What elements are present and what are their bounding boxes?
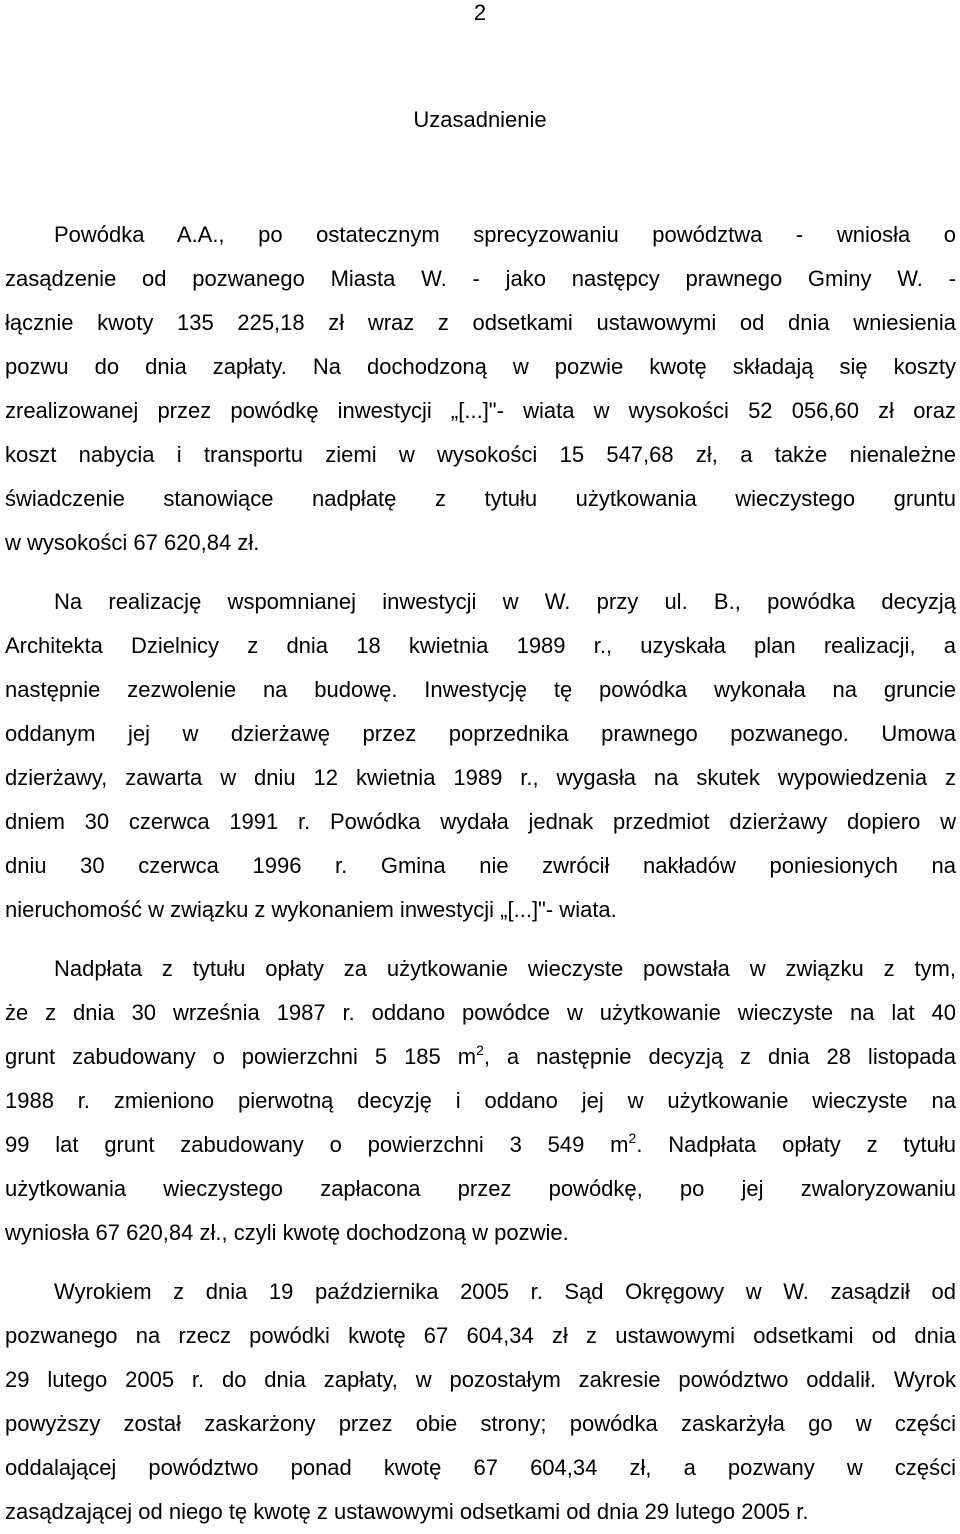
text-line bbox=[5, 1123, 956, 1167]
text-line: łącznie kwoty 135 225,18 zł wraz z odsetkami ustawowymi od dnia wniesienia bbox=[5, 310, 956, 335]
text-line: zasądzającej od niego tę kwotę z ustawowymi odsetkami od dnia 29 lutego 2005 r. bbox=[5, 1499, 809, 1524]
text-line: w wysokości 67 620,84 zł. bbox=[5, 530, 260, 555]
text-line: zrealizowanej przez powódkę inwestycji „[...]"- wiata w wysokości 52 056,60 zł oraz bbox=[5, 398, 956, 423]
text-line: dniem 30 czerwca 1991 r. Powódka wydała jednak przedmiot dzierżawy dopiero w bbox=[5, 809, 956, 834]
page-number: 2 bbox=[473, 0, 487, 25]
text-line: pozwu do dnia zapłaty. Na dochodzoną w pozwie kwotę składają się koszty bbox=[5, 354, 956, 379]
text-line: Powódka A.A., po ostatecznym sprecyzowaniu powództwa - wniosła o bbox=[54, 222, 956, 247]
paragraph-claim bbox=[5, 213, 956, 565]
text-line: Na realizację wspomnianej inwestycji w W. przy ul. B., powódka decyzją bbox=[54, 589, 956, 614]
text-line: zasądzenie od pozwanego Miasta W. - jako następcy prawnego Gminy W. - bbox=[5, 266, 956, 291]
text-line: dzierżawy, zawarta w dniu 12 kwietnia 1989 r., wygasła na skutek wypowiedzenia z bbox=[5, 765, 956, 790]
text-line: Architekta Dzielnicy z dnia 18 kwietnia 1989 r., uzyskała plan realizacji, a bbox=[5, 633, 956, 658]
document-title: Uzasadnienie bbox=[413, 107, 547, 132]
text-line: że z dnia 30 września 1987 r. oddano powódce w użytkowanie wieczyste na lat 40 bbox=[5, 1000, 956, 1025]
text-line: koszt nabycia i transportu ziemi w wysokości 15 547,68 zł, a także nienależne bbox=[5, 442, 956, 467]
paragraph-investment bbox=[5, 580, 956, 932]
text-line: oddanym jej w dzierżawę przez poprzednika prawnego pozwanego. Umowa bbox=[5, 721, 956, 746]
text-line: 1988 r. zmieniono pierwotną decyzję i oddano jej w użytkowanie wieczyste na bbox=[5, 1088, 956, 1113]
paragraph-judgment bbox=[5, 1270, 956, 1534]
text-line: dniu 30 czerwca 1996 r. Gmina nie zwrócił nakładów poniesionych na bbox=[5, 853, 956, 878]
document-body bbox=[5, 213, 956, 1534]
text-segment: . Nadpłata opłaty z tytułu bbox=[636, 1132, 957, 1157]
text-line: następnie zezwolenie na budowę. Inwestycję tę powódka wykonała na gruncie bbox=[5, 677, 956, 702]
superscript: 2 bbox=[476, 1042, 484, 1058]
text-line: użytkowania wieczystego zapłacona przez powódkę, po jej zwaloryzowaniu bbox=[5, 1176, 956, 1201]
text-line: Nadpłata z tytułu opłaty za użytkowanie wieczyste powstała w związku z tym, bbox=[54, 956, 956, 981]
text-line: nieruchomość w związku z wykonaniem inwestycji „[...]"- wiata. bbox=[5, 897, 617, 922]
text-line: Wyrokiem z dnia 19 października 2005 r. Sąd Okręgowy w W. zasądził od bbox=[54, 1279, 956, 1304]
text-line: powyższy został zaskarżony przez obie strony; powódka zaskarżyła go w części bbox=[5, 1411, 956, 1436]
paragraph-overpayment bbox=[5, 947, 956, 1255]
text-line: wyniosła 67 620,84 zł., czyli kwotę dochodzoną w pozwie. bbox=[5, 1220, 569, 1245]
superscript: 2 bbox=[628, 1130, 637, 1146]
text-segment: , a następnie decyzją z dnia 28 listopada bbox=[483, 1044, 956, 1069]
text-line: świadczenie stanowiące nadpłatę z tytułu użytkowania wieczystego gruntu bbox=[5, 486, 956, 511]
text-segment: grunt zabudowany o powierzchni 5 185 m bbox=[5, 1044, 477, 1069]
text-line: oddalającej powództwo ponad kwotę 67 604,34 zł, a pozwany w części bbox=[5, 1455, 956, 1480]
text-segment: 99 lat grunt zabudowany o powierzchni 3 549 m bbox=[5, 1132, 629, 1157]
text-line: 29 lutego 2005 r. do dnia zapłaty, w pozostałym zakresie powództwo oddalił. Wyrok bbox=[5, 1367, 956, 1392]
text-line: pozwanego na rzecz powódki kwotę 67 604,34 zł z ustawowymi odsetkami od dnia bbox=[5, 1323, 956, 1348]
text-line bbox=[5, 1035, 956, 1079]
